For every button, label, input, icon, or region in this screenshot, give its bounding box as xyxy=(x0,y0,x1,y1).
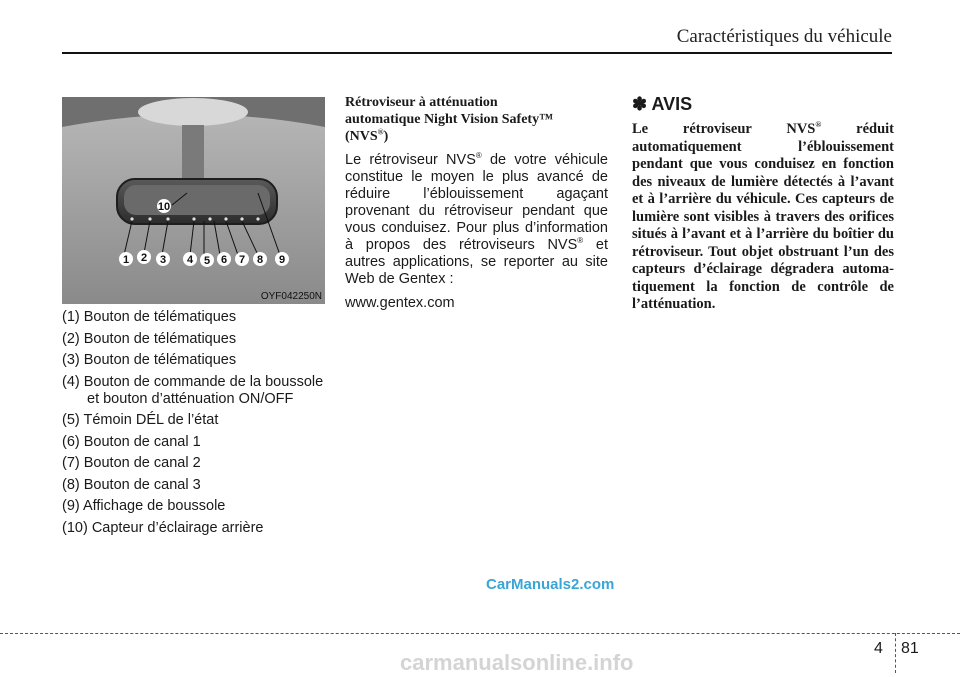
callout-5 xyxy=(200,253,214,267)
header-title: Caractéristiques du véhicule xyxy=(676,26,892,47)
asterisk-icon: ✽ xyxy=(632,94,648,114)
legend-item: (6) Bouton de canal 1 xyxy=(62,433,201,450)
svg-text:9: 9 xyxy=(278,254,286,266)
callout-2 xyxy=(137,250,151,264)
legend-item: (3) Bouton de télématiques xyxy=(62,352,237,368)
figure-code: OYF042250N xyxy=(260,291,322,302)
footer-watermark: carmanualsonline.info xyxy=(400,650,634,675)
mirror-photo xyxy=(62,97,325,304)
svg-text:6: 6 xyxy=(220,254,228,266)
notice-text: Le rétroviseur NVS® réduit automatiquement l’éblouissement pendant que vous conduisez en fonction des niveaux de lumière détectés à l’avant et à l’arrière du véhicule. Ces capteurs de lumière sont visibles à travers des orifices situés à l’avant et à l’arrière du boîtier du rétroviseur. Tout objet obstruant l’un des capteurs d’éclairage dégradera automatiquement la fonction de contrôle de l’atténuation. xyxy=(632,120,895,312)
svg-text:3: 3 xyxy=(159,254,167,266)
callout-10 xyxy=(157,199,171,213)
svg-text:7: 7 xyxy=(238,254,246,266)
notice-title: ✽ AVIS xyxy=(632,94,693,114)
notice-box xyxy=(632,94,894,314)
section-title: Rétroviseur à atténuation automatique Night Vision Safety™ (NVS®) xyxy=(345,95,554,144)
callout-4 xyxy=(183,252,197,266)
legend-item: (7) Bouton de canal 2 xyxy=(62,455,201,471)
section-body: Le rétroviseur NVS® de votre véhicule constitue le moyen le plus avancé de réduire l’éblouissement agaçant provenant du rétroviseur pendant que vous conduisez. Pour plus d’information à propos des rétroviseurs NVS® et autres applications, se reporter au site Web de Gentex : xyxy=(345,151,608,287)
callout-7 xyxy=(235,252,249,266)
footer-rule xyxy=(0,633,960,634)
watermark-link[interactable]: CarManuals2.com xyxy=(486,576,615,593)
svg-text:10: 10 xyxy=(157,201,171,213)
callout-9 xyxy=(275,252,289,266)
page-number: 81 xyxy=(901,640,919,657)
mirror-illustration xyxy=(62,97,325,304)
legend-list xyxy=(62,309,332,541)
callout-3 xyxy=(156,252,170,266)
legend-item: (8) Bouton de canal 3 xyxy=(62,476,201,493)
callout-1 xyxy=(119,252,133,266)
svg-text:5: 5 xyxy=(203,255,211,267)
svg-text:4: 4 xyxy=(186,254,194,266)
legend-item: (4) Bouton de commande de la boussole et bouton d’atténuation ON/OFF xyxy=(62,373,324,407)
svg-text:8: 8 xyxy=(256,254,264,266)
legend-item: (9) Affichage de boussole xyxy=(62,498,226,514)
gentex-url[interactable]: www.gentex.com xyxy=(345,295,455,311)
chapter-number: 4 xyxy=(874,640,883,657)
header-rule xyxy=(62,52,892,54)
callout-8 xyxy=(253,252,267,266)
legend-item: (5) Témoin DÉL de l’état xyxy=(62,412,219,428)
nvs-section xyxy=(345,94,608,319)
svg-text:2: 2 xyxy=(140,252,148,264)
svg-text:1: 1 xyxy=(122,254,130,266)
legend-item: (2) Bouton de télématiques xyxy=(62,330,237,347)
callout-6 xyxy=(217,252,231,266)
legend-item: (10) Capteur d’éclairage arrière xyxy=(62,519,264,536)
legend-item: (1) Bouton de télématiques xyxy=(62,309,237,325)
footer-divider xyxy=(895,633,896,673)
